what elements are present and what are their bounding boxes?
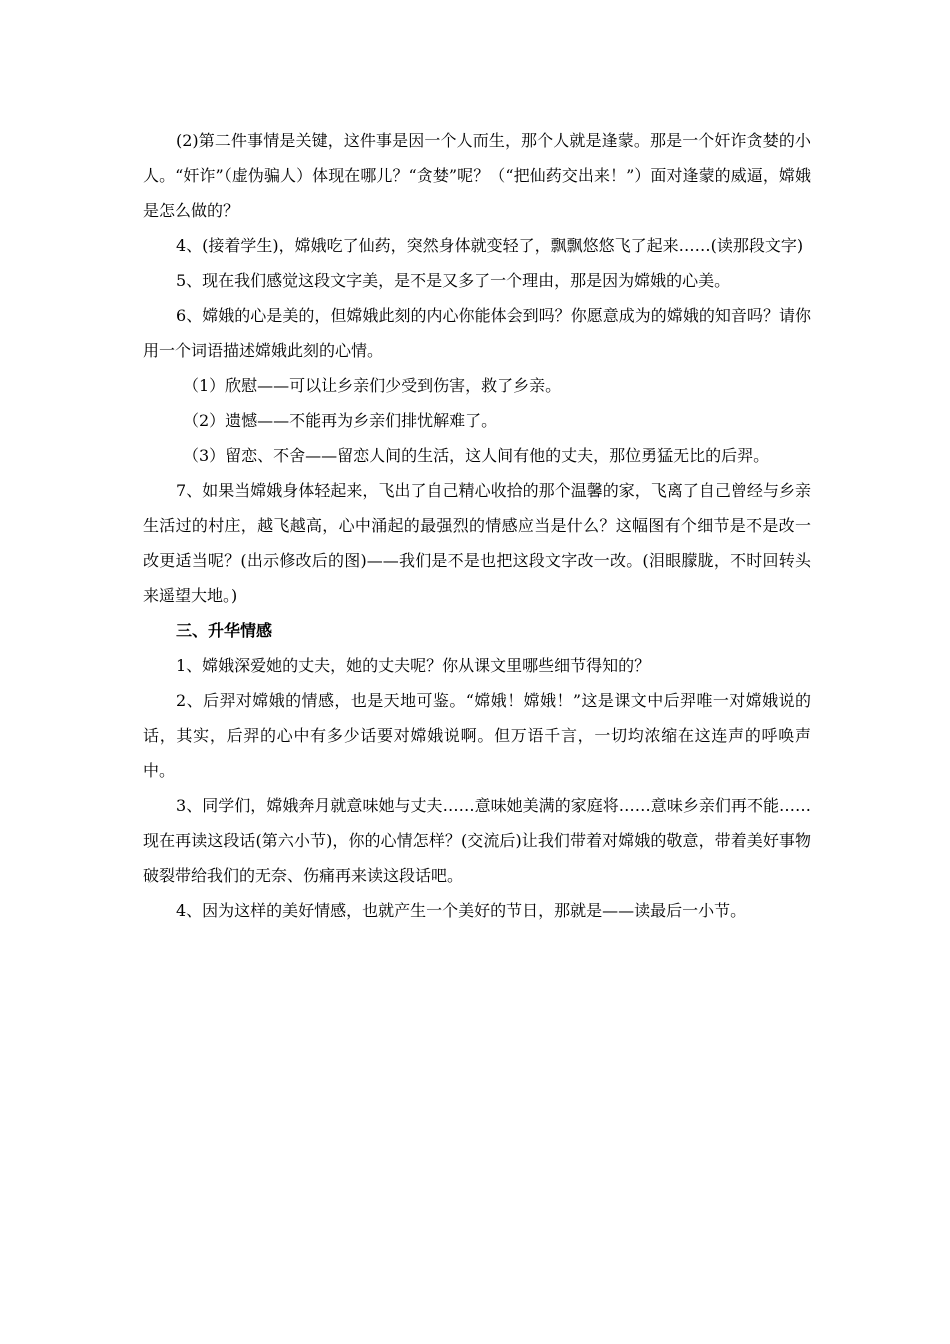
paragraph-section3-4: 4、因为这样的美好情感，也就产生一个美好的节日，那就是——读最后一小节。 [176, 901, 747, 920]
sub-item-2: （2）遗憾——不能再为乡亲们排忧解难了。 [183, 411, 498, 430]
paragraph-second-event: (2)第二件事情是关键，这件事是因一个人而生，那个人就是逢蒙。那是一个奸诈贪婪的小人。“奸诈”（虚伪骗人）体现在哪儿？“贪婪”呢？（“把仙药交出来！”）面对逢蒙的威逼，嫦娥是怎么做的？ [143, 131, 811, 220]
document-body [143, 123, 811, 928]
sub-item-1: （1）欣慰——可以让乡亲们少受到伤害，救了乡亲。 [183, 376, 562, 395]
paragraph-step-7: 7、如果当嫦娥身体轻起来，飞出了自己精心收拾的那个温馨的家，飞离了自己曾经与乡亲生活过的村庄，越飞越高，心中涌起的最强烈的情感应当是什么？这幅图有个细节是不是改一改更适当呢？(出示修改后的图)——我们是不是也把这段文字改一改。(泪眼朦胧，不时回转头来遥望大地。) [143, 481, 811, 605]
section-heading: 三、升华情感 [176, 621, 273, 640]
paragraph-step-6: 6、嫦娥的心是美的，但嫦娥此刻的内心你能体会到吗？你愿意成为的嫦娥的知音吗？请你用一个词语描述嫦娥此刻的心情。 [143, 306, 811, 360]
paragraph-section3-2: 2、后羿对嫦娥的情感，也是天地可鉴。“嫦娥！嫦娥！”这是课文中后羿唯一对嫦娥说的话，其实，后羿的心中有多少话要对嫦娥说啊。但万语千言，一切均浓缩在这连声的呼唤声中。 [143, 691, 811, 780]
paragraph-step-5: 5、现在我们感觉这段文字美，是不是又多了一个理由，那是因为嫦娥的心美。 [176, 271, 731, 290]
paragraph-section3-1: 1、嫦娥深爱她的丈夫，她的丈夫呢？你从课文里哪些细节得知的？ [176, 656, 651, 675]
paragraph-section3-3: 3、同学们，嫦娥奔月就意味她与丈夫……意味她美满的家庭将……意味乡亲们再不能……现在再读这段话(第六小节)，你的心情怎样？(交流后)让我们带着对嫦娥的敬意，带着美好事物破裂带给我们的无奈、伤痛再来读这段话吧。 [143, 796, 811, 885]
paragraph-step-4: 4、(接着学生)，嫦娥吃了仙药，突然身体就变轻了，飘飘悠悠飞了起来……(读那段文字) [176, 236, 804, 255]
sub-item-3: （3）留恋、不舍——留恋人间的生活，这人间有他的丈夫，那位勇猛无比的后羿。 [183, 446, 770, 465]
